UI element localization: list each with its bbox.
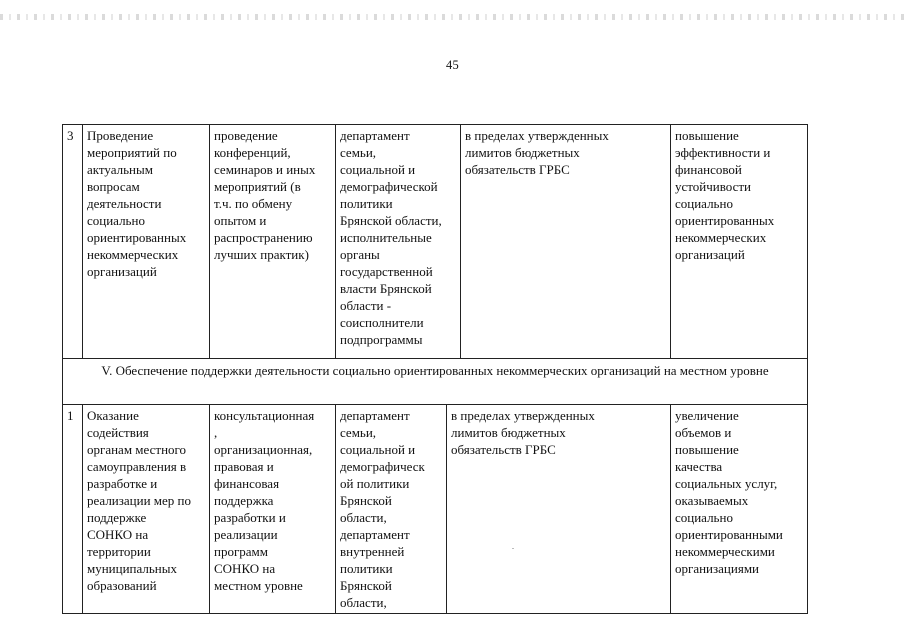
activity-content: консультационная , организационная, правовая и финансовая поддержка разработки и реализации программ СОНКО на местном уровне — [214, 408, 315, 593]
table-bottom-border — [62, 613, 808, 614]
activity-result: повышение эффективности и финансовой устойчивости социально ориентированных некоммерческих организаций — [675, 128, 775, 262]
row-number: 1 — [67, 408, 74, 423]
scan-speck — [512, 548, 514, 549]
activity-funding: в пределах утвержденных лимитов бюджетных обязательств ГРБС — [465, 128, 609, 177]
activity-executor: департамент семьи, социальной и демографической политики Брянской области, исполнительные органы государственной власти Брянской области - соисполнители подпрограммы — [340, 128, 442, 347]
section-heading: V. Обеспечение поддержки деятельности социально ориентированных некоммерческих организаций на местном уровне — [101, 363, 769, 378]
scan-top-edge — [0, 14, 905, 20]
activity-result: увеличение объемов и повышение качества социальных услуг, оказываемых социально ориентированными некоммерческими организациями — [675, 408, 783, 576]
activity-name: Проведение мероприятий по актуальным вопросам деятельности социально ориентированных некоммерческих организаций — [87, 128, 187, 279]
activity-content: проведение конференций, семинаров и иных мероприятий (в т.ч. по обмену опытом и распространению лучших практик) — [214, 128, 316, 262]
page-number: 45 — [446, 58, 459, 72]
activity-funding: в пределах утвержденных лимитов бюджетных обязательств ГРБС — [451, 408, 595, 457]
activity-executor: департамент семьи, социальной и демографическ ой политики Брянской области, департамент внутренней политики Брянской области, — [340, 408, 425, 610]
activity-name: Оказание содействия органам местного самоуправления в разработке и реализации мер по поддержке СОНКО на территории муниципальных образований — [87, 408, 191, 593]
row-number: 3 — [67, 128, 74, 143]
